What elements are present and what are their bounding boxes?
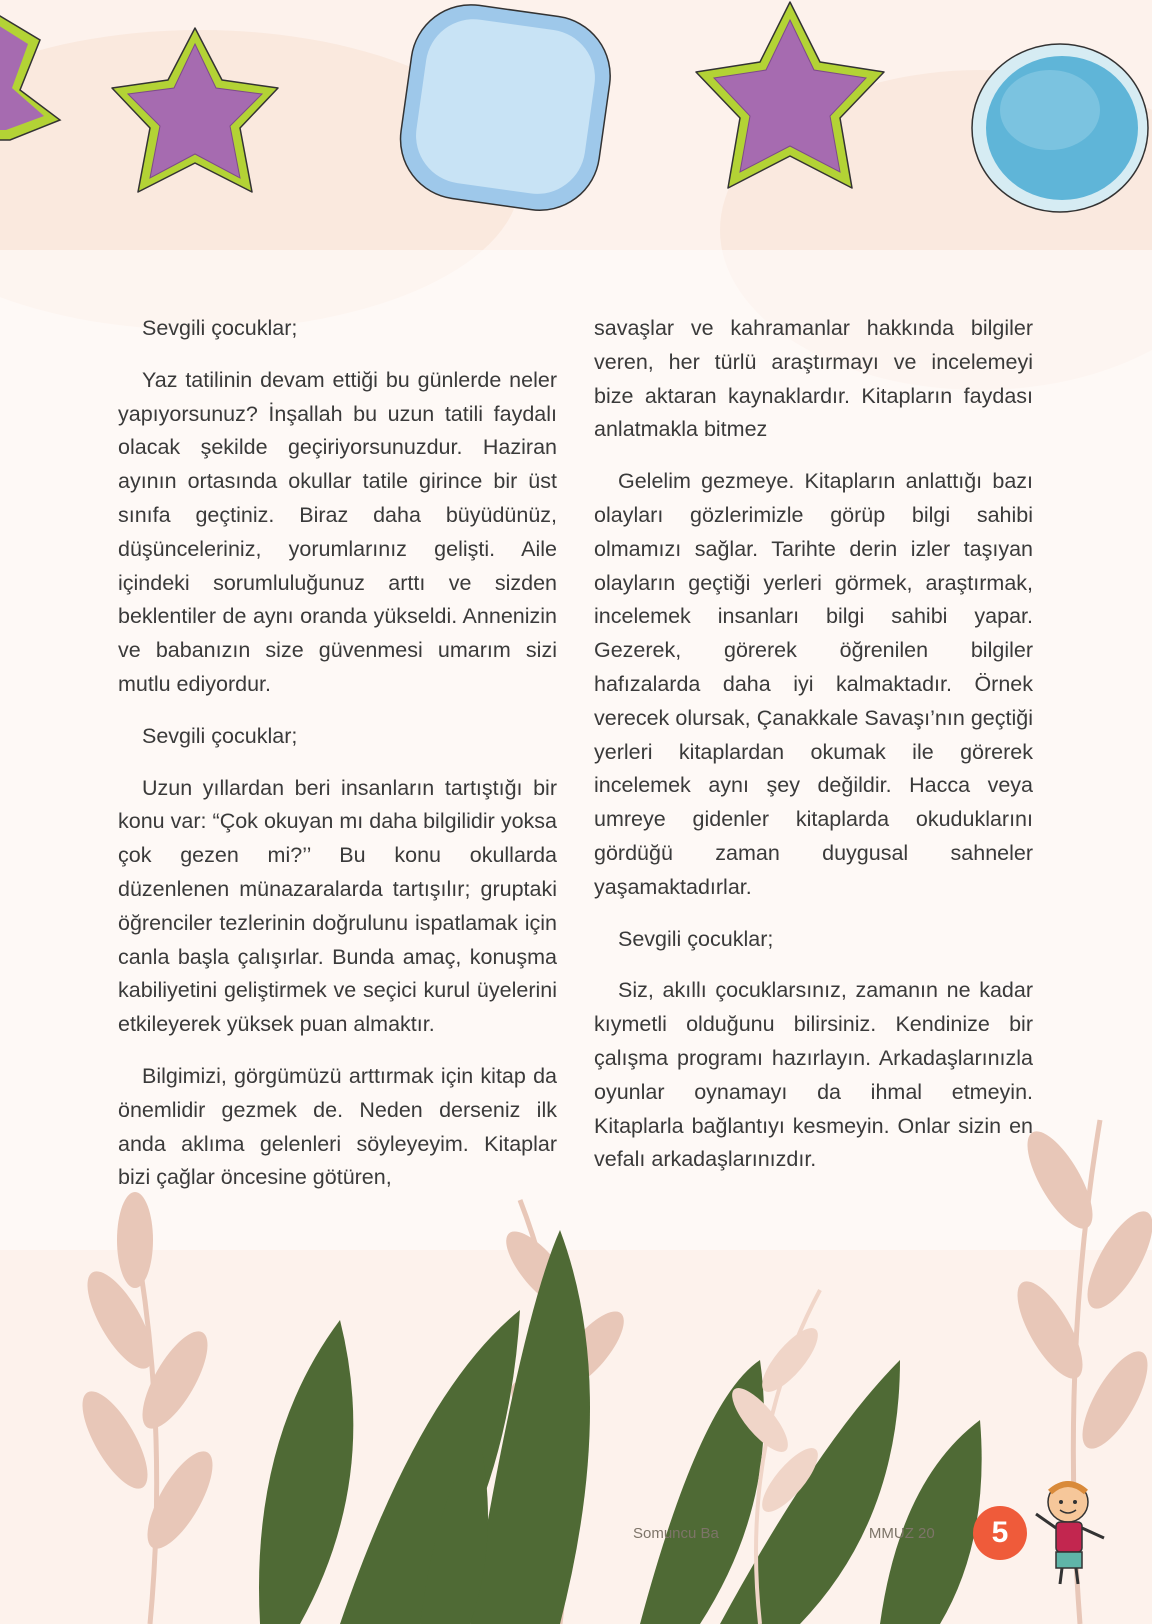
top-decoration bbox=[0, 0, 1152, 260]
text-column-right bbox=[594, 312, 1033, 1195]
cartoon-child-icon bbox=[1028, 1478, 1112, 1588]
star-icon bbox=[112, 28, 278, 192]
star-icon bbox=[0, 10, 60, 140]
salutation: Sevgili çocuklar; bbox=[142, 316, 298, 340]
paragraph: Uzun yıllardan beri insanların tartıştığı bir konu var: “Çok okuyan mı daha bilgilidir yoksa çok gezen mi?’’ Bu konu okullarda düzenlenen münazaralarda tartışılır; gruptaki öğrenciler tezlerinin doğrulunu ispatlamak için canla başla çalışırlar. Bunda amaç, konuşma kabiliyetini geliştirmek ve seçici kurul üyelerini etkileyerek yüksek puan almaktır. bbox=[118, 775, 557, 1037]
paragraph: savaşlar ve kahramanlar hakkında bilgiler veren, her türlü araştırmayı ve incelemeyi bize aktaran kaynaklardır. Kitapların faydası anlatmakla bitmez bbox=[594, 316, 1033, 442]
paragraph: Yaz tatilinin devam ettiği bu günlerde neler yapıyorsunuz? İnşallah bu uzun tatili faydalı olacak şekilde geçiriyorsunuzdur. Haziran ayının ortasında okullar tatile girince bir üst sınıfa geçtiniz. Biraz daha büyüdünüz, düşünceleriniz, yorumlarınız gelişti. Aile içindeki sorumluluğunuz arttı ve sizden beklentiler de aynı oranda yükseldi. Annenizin ve babanızın size güvenmesi umarım sizi mutlu ediyordur. bbox=[118, 367, 557, 696]
issue-date: MMUZ 20 bbox=[868, 1525, 935, 1542]
text-column-left bbox=[118, 312, 557, 1213]
salutation: Sevgili çocuklar; bbox=[618, 926, 774, 951]
paragraph: Gelelim gezmeye. Kitapların anlattığı bazı olayları gözlerimizle görüp bilgi sahibi olmamızı sağlar. Tarihte derin izler taşıyan olayların geçtiği yerleri görmek, araştırmak, incelemek insanları bilgi sahibi yapar. Gezerek, görerek öğrenilen bilgiler hafızalarda daha iyi kalmaktadır. Örnek verecek olursak, Çanakkale Savaşı’nın geçtiği yerleri kitaplardan okumak ile görerek incelemek aynı şey değildir. Hacca veya umreye gidenler kitaplarda okuduklarını gördüğü zaman duygusal sahneler yaşamaktadırlar. bbox=[594, 469, 1033, 899]
paragraph: Siz, akıllı çocuklarsınız, zamanın ne kadar kıymetli olduğunu bilirsiniz. Kendinize bir çalışma programı hazırlayın. Arkadaşlarınızla oyunlar oynamayı da ihmal etmeyin. Kitaplarla bağlantıyı kesmeyin. Onlar sizin en vefalı arkadaşlarınızdır. bbox=[594, 978, 1033, 1172]
pool-icon bbox=[393, 0, 618, 218]
footer-magazine-name bbox=[633, 1525, 935, 1542]
star-icon bbox=[696, 2, 884, 188]
page-number: 5 bbox=[973, 1506, 1027, 1560]
salutation: Sevgili çocuklar; bbox=[142, 723, 298, 748]
paragraph: Bilgimizi, görgümüzü arttırmak için kitap da önemlidir gezmek de. Neden derseniz ilk anda aklıma gelenleri söyleyeyim. Kitaplar bizi çağlar öncesine götüren, bbox=[118, 1063, 557, 1190]
magazine-name: Somuncu Ba bbox=[633, 1525, 719, 1542]
pool-icon bbox=[972, 44, 1148, 212]
